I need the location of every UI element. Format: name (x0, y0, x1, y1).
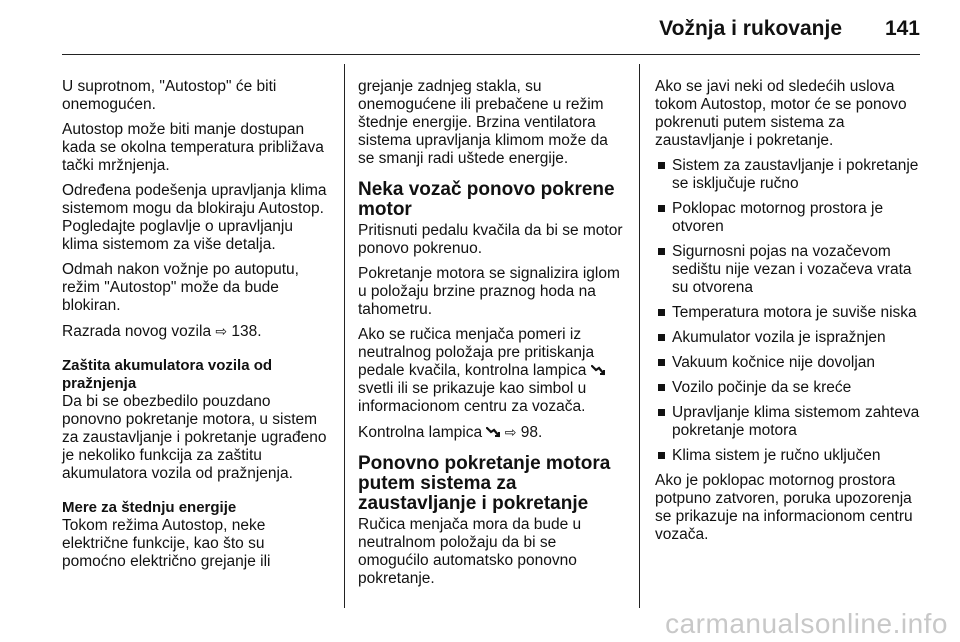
page-number: 141 (884, 17, 920, 40)
reference-arrow-icon: ⇨ (504, 424, 517, 440)
autostop-lamp-icon (486, 426, 500, 438)
list-item (655, 157, 925, 193)
bullet-square-icon (658, 309, 665, 316)
column-3 (655, 78, 925, 551)
header-rule (62, 54, 920, 55)
paragraph: U suprotnom, "Autostop" će biti onemogućen. (62, 78, 277, 113)
reference-arrow-icon: ⇨ (215, 323, 228, 339)
watermark: carmanualsonline.info (665, 608, 948, 639)
list-item-text: Klima sistem je ručno uključen (672, 447, 881, 464)
paragraph: Određena podešenja upravljanja klima sistemom mogu da blokiraju Autostop. Pogledajte poglavlje o upravljanju klima sistemom za više detalja. (62, 182, 327, 253)
page-reference-link[interactable]: 138. (231, 323, 262, 340)
list-item-text: Upravljanje klima sistemom zahteva pokretanje motora (672, 404, 920, 439)
bullet-square-icon (658, 409, 665, 416)
paragraph-text: Ako se ručica menjača pomeri iz neutralnog položaja pre pritiskanja pedale kvačila, kontrolna lampica (358, 326, 595, 379)
section-heading-battery: Zaštita akumulatora vozila od pražnjenja (62, 357, 273, 392)
page-header (0, 0, 960, 52)
bullet-square-icon (658, 384, 665, 391)
section-heading-driver-restart: Neka vozač ponovo pokrene motor (358, 179, 615, 220)
list-item (655, 200, 925, 236)
paragraph: Ako je poklopac motornog prostora potpuno zatvoren, poruka upozorenja se prikazuje na informacionom centru vozača. (655, 472, 913, 543)
paragraph: Ručica menjača mora da bude u neutralnom položaju da bi se omogućilo automatsko ponovno pokretanje. (358, 516, 582, 587)
page-title: Vožnja i rukovanje (659, 17, 842, 40)
bullet-square-icon (658, 452, 665, 459)
list-item (655, 354, 925, 372)
paragraph-text: svetli ili se prikazuje kao simbol u informacionom centru za vozača. (358, 380, 587, 415)
paragraph-with-icon (358, 326, 626, 416)
paragraph: Tokom režima Autostop, neke električne funkcije, kao što su pomoćno električno grejanje ili (62, 517, 271, 570)
list-item-text: Vakuum kočnice nije dovoljan (672, 354, 876, 371)
paragraph: Pritisnuti pedalu kvačila da bi se motor ponovo pokrenuo. (358, 222, 623, 257)
column-1 (62, 78, 332, 578)
paragraph: grejanje zadnjeg stakla, su onemogućene ili prebačene u režim štednje energije. Brzina ventilatora sistema upravljanja klimom može da se smanji radi uštede energije. (358, 78, 608, 167)
restart-conditions-list (655, 157, 925, 465)
list-item-text: Sistem za zaustavljanje i pokretanje se isključuje ručno (672, 157, 919, 192)
paragraph-with-reference (358, 423, 626, 442)
list-item-text: Sigurnosni pojas na vozačevom sedištu nije vezan i vozačeva vrata su otvorena (672, 243, 912, 296)
bullet-square-icon (658, 359, 665, 366)
list-item (655, 447, 925, 465)
bullet-square-icon (658, 334, 665, 341)
page-reference-link[interactable]: 98. (520, 424, 543, 441)
paragraph-text: Razrada novog vozila (62, 323, 212, 340)
column-divider-2 (639, 64, 640, 608)
paragraph: Odmah nakon vožnje po autoputu, režim "Autostop" može da bude blokiran. (62, 261, 299, 314)
list-item (655, 243, 925, 297)
list-item-text: Poklopac motornog prostora je otvoren (672, 200, 884, 235)
list-item (655, 379, 925, 397)
paragraph: Da bi se obezbedilo pouzdano ponovno pokretanje motora, u sistem za zaustavljanje i pokretanje ugrađeno je nekoliko funkcija za zaštitu akumulatora vozila od pražnjenja. (62, 393, 327, 482)
autostop-lamp-icon (591, 364, 605, 376)
list-item-text: Temperatura motora je suviše niska (672, 304, 917, 321)
bullet-square-icon (658, 205, 665, 212)
paragraph: Ako se javi neki od sledećih uslova tokom Autostop, motor će se ponovo pokrenuti putem sistema za zaustavljanje i pokretanje. (655, 78, 907, 149)
list-item (655, 404, 925, 440)
section-heading-system-restart: Ponovno pokretanje motora putem sistema za zaustavljanje i pokretanje (358, 453, 611, 514)
list-item-text: Vozilo počinje da se kreće (672, 379, 852, 396)
bullet-square-icon (658, 248, 665, 255)
paragraph: Pokretanje motora se signalizira iglom u položaju brzine praznog hoda na tahometru. (358, 265, 620, 318)
paragraph-text: Kontrolna lampica (358, 424, 483, 441)
paragraph-with-reference (62, 322, 332, 341)
section-heading-energy-saving: Mere za štednju energije (62, 499, 237, 516)
list-item-text: Akumulator vozila je ispražnjen (672, 329, 886, 346)
list-item (655, 329, 925, 347)
bullet-square-icon (658, 162, 665, 169)
column-divider-1 (344, 64, 345, 608)
paragraph: Autostop može biti manje dostupan kada se okolna temperatura približava tački mržnjenja. (62, 121, 324, 174)
column-2 (358, 78, 626, 595)
list-item (655, 304, 925, 322)
